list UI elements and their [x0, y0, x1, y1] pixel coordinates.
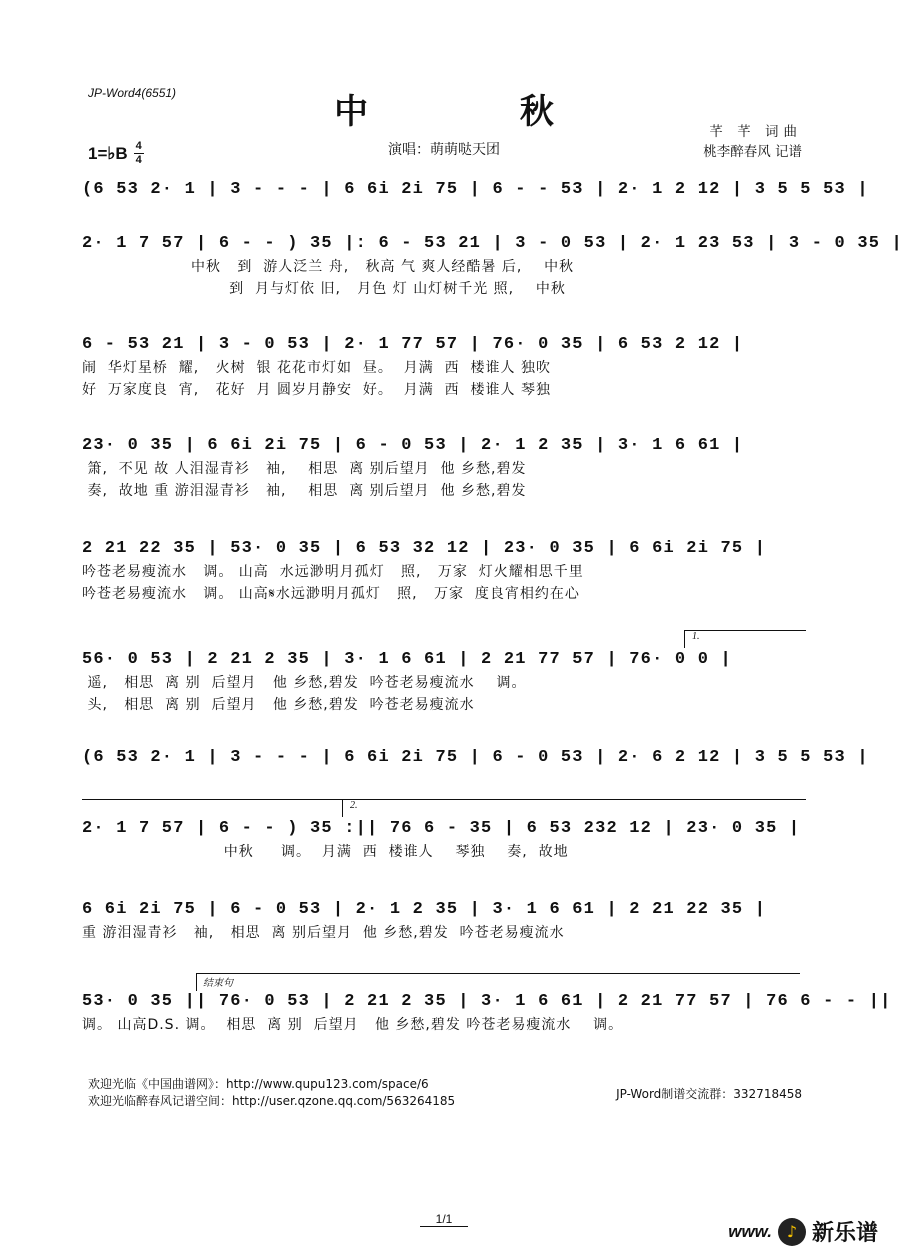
notation-line: (6 53 2· 1 | 3 - - - | 6 6i 2i 75 | 6 - - 53 | 2· 1 2 12 | 3 5 5 53 | — [82, 180, 869, 199]
qq-group: JP-Word制谱交流群：332718458 — [616, 1087, 802, 1101]
lyrics-verse-1: 中秋 到 游人泛兰 舟, 秋高 气 爽人经酷暑 后, 中秋 — [82, 259, 575, 275]
score-system-5 — [82, 537, 806, 605]
lyrics-verse-2: 奏, 故地 重 游泪湿青衫 袖, 相思 离 别后望月 他 乡愁,碧发 — [82, 483, 527, 499]
time-top: 4 — [135, 140, 142, 152]
volta-1-bracket — [684, 630, 806, 631]
lyrics-verse-2: 吟苍老易瘦流水 调。 山高𝄋水远渺明月孤灯 照, 万家 度良宵相约在心 — [82, 586, 580, 602]
volta-top-line — [82, 799, 806, 800]
score-system-1 — [82, 178, 869, 202]
notation-line: 53· 0 35 || 76· 0 53 | 2 21 2 35 | 3· 1 6 61 | 2 21 77 57 | 76 6 - - || — [82, 992, 892, 1011]
volta-2-edge — [342, 799, 343, 817]
watermark — [728, 1216, 878, 1247]
notation-line: 2 21 22 35 | 53· 0 35 | 6 53 32 12 | 23· 0 35 | 6 6i 2i 75 | — [82, 539, 767, 558]
footer-links — [88, 1076, 455, 1110]
key-signature — [88, 141, 144, 166]
footer-line-2[interactable]: 欢迎光临醉春风记谱空间：http://user.qzone.qq.com/563264185 — [88, 1094, 456, 1108]
score-system-8 — [82, 817, 806, 863]
lyrics-verse-1: 中秋 调。 月满 西 楼谁人 琴独 奏, 故地 — [82, 844, 569, 860]
score-system-10 — [82, 990, 892, 1036]
transcriber: 桃李醉春风 记谱 — [703, 144, 802, 160]
notation-line: 6 - 53 21 | 3 - 0 53 | 2· 1 77 57 | 76· 0 35 | 6 53 2 12 | — [82, 335, 744, 354]
volta-2-label: 2. — [350, 800, 358, 811]
score-system-3 — [82, 333, 806, 401]
page-title: 中 秋 — [334, 92, 624, 132]
lyrics-verse-1: 遥, 相思 离 别 后望月 他 乡愁,碧发 吟苍老易瘦流水 调。 — [82, 675, 527, 691]
music-disc-icon: ♪ — [778, 1218, 806, 1246]
notation-line: 6 6i 2i 75 | 6 - 0 53 | 2· 1 2 35 | 3· 1 6 61 | 2 21 22 35 | — [82, 900, 767, 919]
lyricist-composer: 芊 芊 词曲 — [709, 124, 802, 140]
lyrics-verse-1: 调。 山高D.S. 调。 相思 离 别 后望月 他 乡愁,碧发 吟苍老易瘦流水 调。 — [82, 1017, 624, 1033]
time-bottom: 4 — [135, 154, 142, 166]
notation-line: 2· 1 7 57 | 6 - - ) 35 :|| 76 6 - 35 | 6 53 232 12 | 23· 0 35 | — [82, 819, 801, 838]
notation-line: 2· 1 7 57 | 6 - - ) 35 |: 6 - 53 21 | 3 - 0 53 | 2· 1 23 53 | 3 - 0 35 | — [82, 234, 903, 253]
notation-line: 23· 0 35 | 6 6i 2i 75 | 6 - 0 53 | 2· 1 2 35 | 3· 1 6 61 | — [82, 436, 744, 455]
score-system-9 — [82, 898, 806, 944]
score-system-2 — [82, 232, 903, 300]
lyrics-verse-2: 头, 相思 离 别 后望月 他 乡愁,碧发 吟苍老易瘦流水 — [82, 697, 475, 713]
watermark-www: www. — [728, 1221, 772, 1241]
lyrics-verse-2: 到 月与灯依 旧, 月色 灯 山灯树千光 照, 中秋 — [82, 281, 566, 297]
score-system-7 — [82, 746, 869, 770]
lyrics-verse-1: 重 游泪湿青衫 袖, 相思 离 别后望月 他 乡愁,碧发 吟苍老易瘦流水 — [82, 925, 565, 941]
footer-line-1[interactable]: 欢迎光临《中国曲谱网》：http://www.qupu123.com/space/6 — [88, 1077, 429, 1091]
watermark-name: 新乐谱 — [811, 1221, 878, 1246]
score-system-6 — [82, 648, 806, 716]
score-system-4 — [82, 434, 806, 502]
singer: 演唱：萌萌哒天团 — [388, 142, 500, 158]
software-label: JP-Word4(6551) — [88, 86, 177, 100]
key-label: 1=♭B — [88, 143, 128, 163]
lyrics-verse-1: 吟苍老易瘦流水 调。 山高 水远渺明月孤灯 照, 万家 灯火耀相思千里 — [82, 564, 584, 580]
lyrics-verse-2: 好 万家度良 宵, 花好 月 圆岁月静安 好。 月满 西 楼谁人 琴独 — [82, 382, 552, 398]
coda-edge — [196, 973, 197, 991]
lyrics-verse-1: 箫, 不见 故 人泪湿青衫 袖, 相思 离 别后望月 他 乡愁,碧发 — [82, 461, 527, 477]
time-signature — [134, 141, 144, 166]
lyrics-verse-1: 闹 华灯星桥 耀, 火树 银 花花市灯如 昼。 月满 西 楼谁人 独吹 — [82, 360, 552, 376]
page-number: 1/1 — [0, 1212, 888, 1226]
volta-1-edge — [684, 630, 685, 648]
coda-bracket — [196, 973, 800, 974]
coda-label: 结束句 — [203, 978, 233, 989]
notation-line: 56· 0 53 | 2 21 2 35 | 3· 1 6 61 | 2 21 77 57 | 76· 0 0 | — [82, 650, 732, 669]
notation-line: (6 53 2· 1 | 3 - - - | 6 6i 2i 75 | 6 - 0 53 | 2· 6 2 12 | 3 5 5 53 | — [82, 748, 869, 767]
volta-1-label: 1. — [692, 631, 700, 642]
